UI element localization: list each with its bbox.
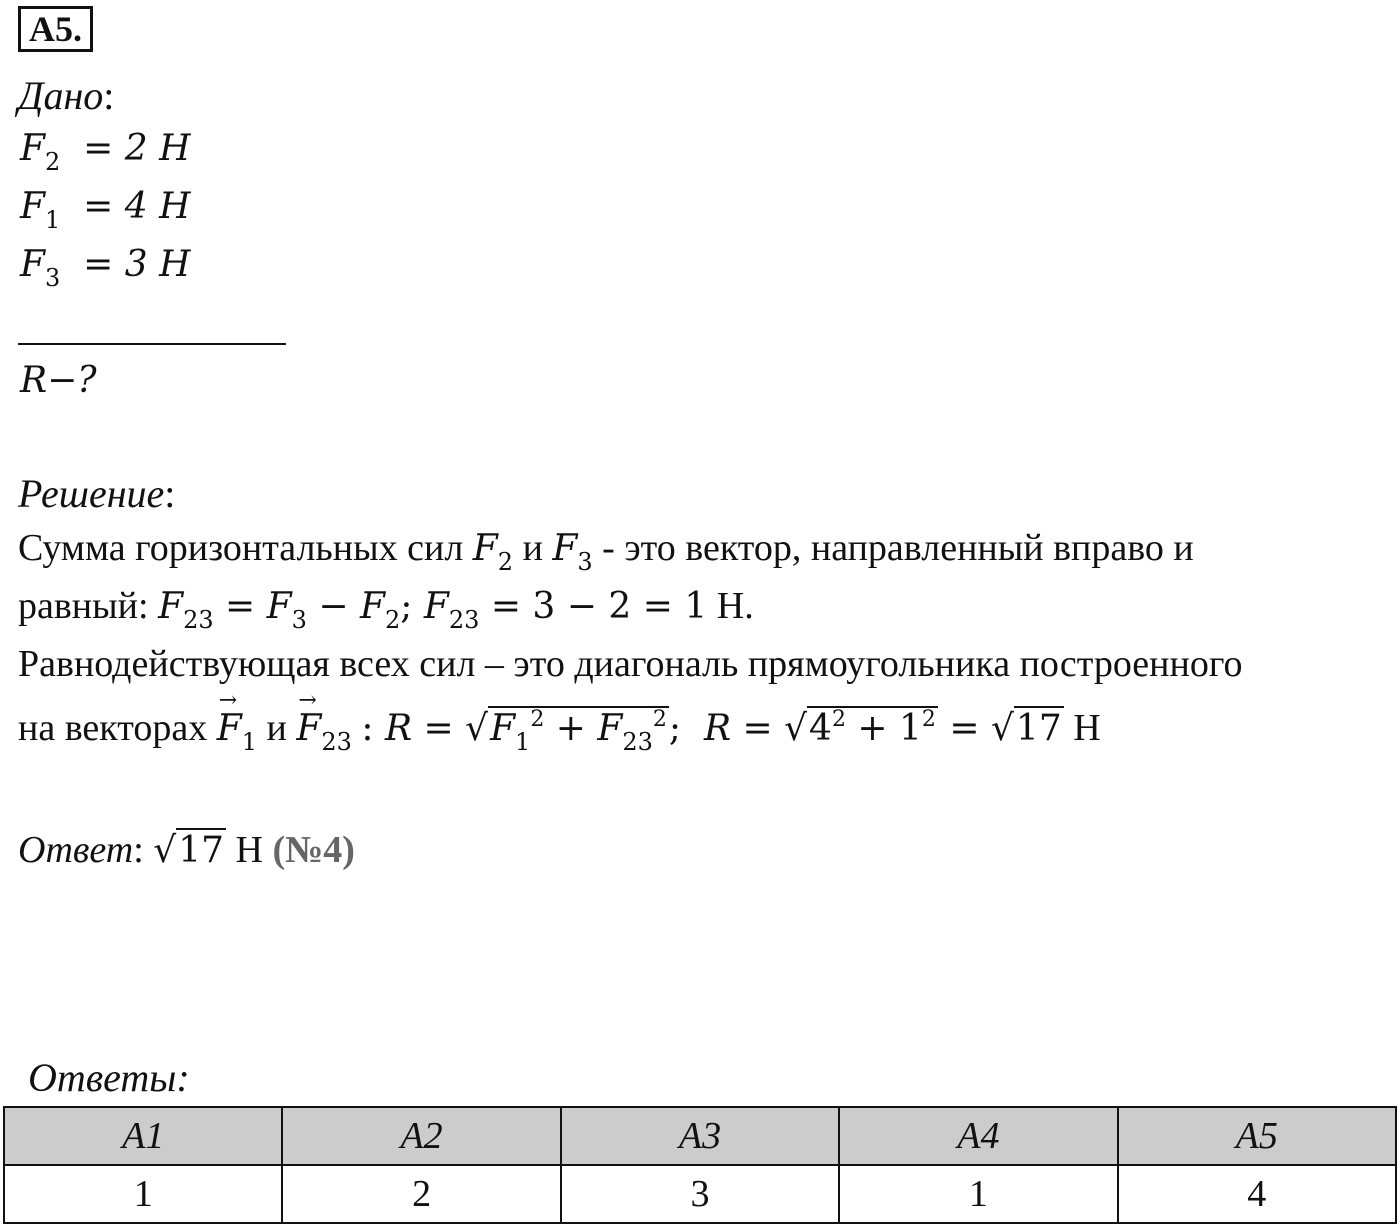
answers-table [3,1106,1397,1224]
given-index: 3 [44,264,61,292]
given-symbol: F [20,186,45,227]
answer-colon: : [133,829,144,871]
solution-line-4: на векторах → $F_1$ $и \to F_{23}$ : $R = √F_1^2 + F_{23}^2$; $R = √4^2 + 1^2 = √17$ Н [18,706,1101,750]
answers-header-a3: A3 [561,1107,839,1165]
solution-line-1: Сумма горизонтальных сил $F_2$ и $F_3$ - это вектор, направленный вправо и [18,527,1194,576]
answers-value-a4: 1 [839,1165,1117,1223]
solution-heading-text: Решение [18,471,165,516]
given-item-f1 [20,186,191,234]
answers-value-a3: 3 [561,1165,839,1223]
given-value: = 3 H [83,244,191,285]
given-item-f3 [20,244,191,292]
given-value: = 2 H [83,128,191,169]
given-item-f2 [20,128,191,176]
answers-value-row [4,1165,1396,1223]
answer-reference: (№4) [272,829,355,871]
answers-header-a4: A4 [839,1107,1117,1165]
answer-value: 17 [178,830,225,871]
given-heading [18,72,114,119]
answers-header-a5: A5 [1118,1107,1396,1165]
line1-rest: - это вектор, направленный вправо и [602,527,1194,569]
given-divider [18,343,286,345]
given-value: = 4 H [83,186,191,227]
line1-text: Сумма горизонтальных сил [18,527,464,569]
given-index: 2 [44,148,61,176]
given-symbol: F [20,128,45,169]
solution-line-3: Равнодействующая всех сил – это диагональ прямоугольника построенного [18,643,1243,685]
answers-header-a1: A1 [4,1107,282,1165]
given-colon: : [103,73,115,118]
line1-and: и [522,527,543,569]
given-symbol: F [20,244,45,285]
line4-text: на векторах [18,707,208,749]
answer-unit: Н [235,829,263,871]
answers-value-a5: 4 [1118,1165,1396,1223]
line2-formula: $F_{23} = F_3 - F_2$; $F_{23} = 3 - 2 = 1$ [158,586,708,634]
line4-and: и [266,707,287,749]
solution-colon: : [164,471,176,516]
answers-heading: Ответы: [28,1055,190,1100]
given-heading-text: Дано [18,73,104,118]
answer-line: Ответ: √17 Н (№4) [18,829,355,871]
answers-value-a1: 1 [4,1165,282,1223]
solution-heading [18,470,175,517]
answers-value-a2: 2 [282,1165,560,1223]
line4-tail: Н [1073,707,1101,749]
answer-heading: Ответ [18,829,134,871]
problem-label: А5. [18,6,93,52]
find-unknown: R−? [20,360,97,401]
line2-text: равный: [18,585,149,627]
given-index: 1 [44,206,61,234]
answers-header-a2: A2 [282,1107,560,1165]
line4-formula: : $R = √F_1^2 + F_{23}^2$; $R = √4^2 + 1^2 = √17$ [361,707,1062,756]
line2-tail: Н. [716,585,754,627]
answers-header-row [4,1107,1396,1165]
solution-line-2 [18,584,754,634]
